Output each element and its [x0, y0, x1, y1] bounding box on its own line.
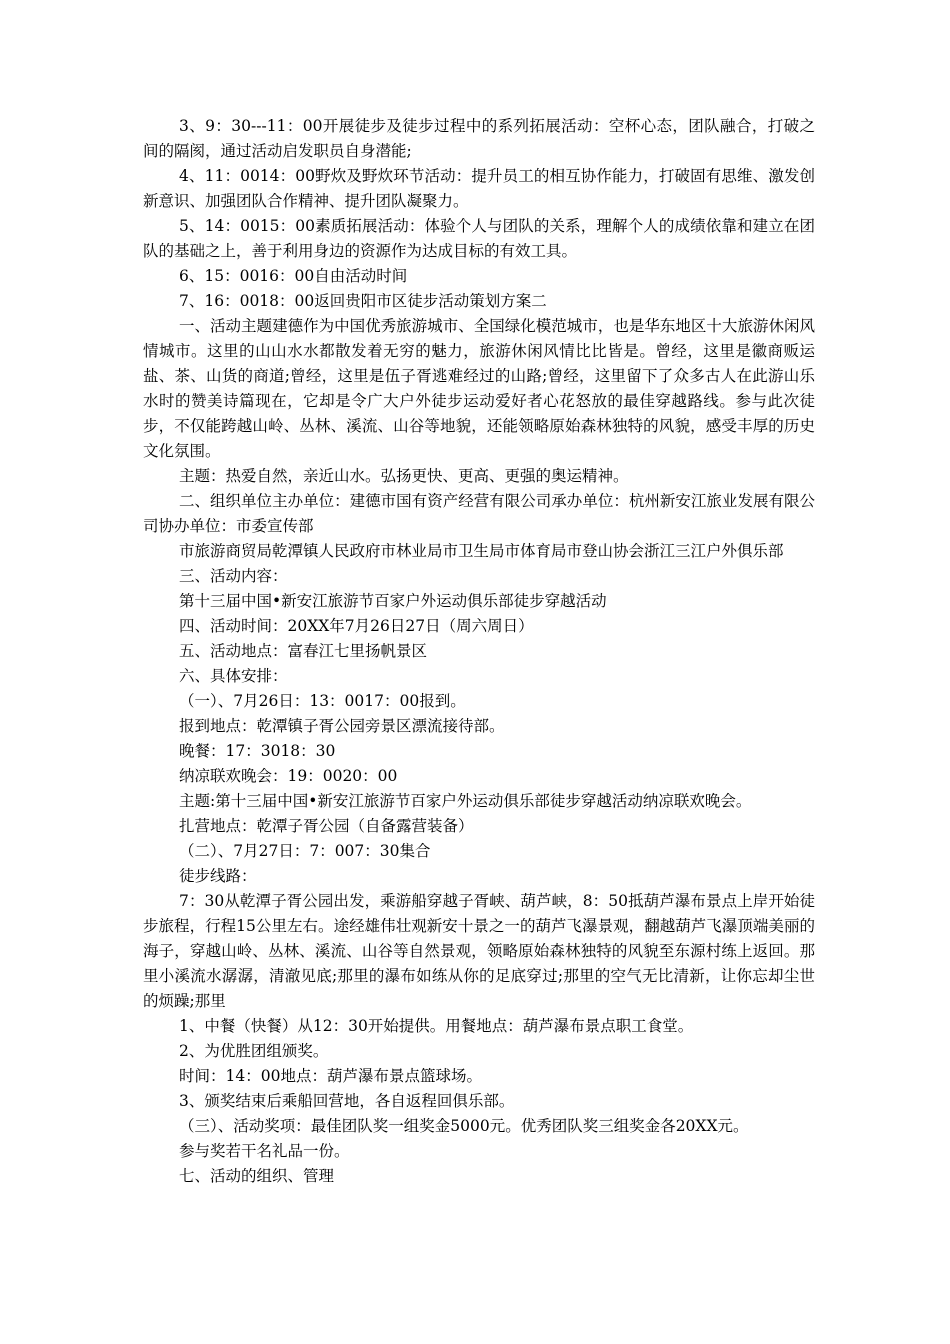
- paragraph: 晚餐：17：3018：30: [179, 742, 336, 760]
- paragraph: 一、活动主题建德作为中国优秀旅游城市、全国绿化模范城市，也是华东地区十大旅游休闲风情城市。这里的山山水水都散发着无穷的魅力，旅游休闲风情比比皆是。曾经，这里是徽商贩运盐、茶、山货的商道;曾经，这里是伍子胥逃难经过的山路;曾经，这里留下了众多古人在此游山乐水时的赞美诗篇现在，它却是令广大户外徒步运动爱好者心花怒放的最佳穿越路线。参与此次徒步，不仅能跨越山岭、丛林、溪流、山谷等地貌，还能领略原始森林独特的风貌，感受丰厚的历史文化氛围。: [143, 317, 815, 460]
- paragraph: 四、活动时间：20XX年7月26日27日（周六周日）: [179, 617, 534, 635]
- paragraph: 第十三届中国•新安江旅游节百家户外运动俱乐部徒步穿越活动: [179, 592, 607, 610]
- paragraph: 7：30从乾潭子胥公园出发，乘游船穿越子胥峡、葫芦峡，8：50抵葫芦瀑布景点上岸开始徒步旅程，行程15公里左右。途经雄伟壮观新安十景之一的葫芦飞瀑景观，翻越葫芦飞瀑顶端美丽的海子，穿越山岭、丛林、溪流、山谷等自然景观，领略原始森林独特的风貌至东源村练上返回。那里小溪流水潺潺，清澈见底;那里的瀑布如练从你的足底穿过;那里的空气无比清新，让你忘却尘世的烦躁;那里: [143, 892, 815, 1010]
- paragraph: 报到地点：乾潭镇子胥公园旁景区漂流接待部。: [179, 717, 505, 735]
- paragraph: 市旅游商贸局乾潭镇人民政府市林业局市卫生局市体育局市登山协会浙江三江户外俱乐部: [179, 542, 784, 560]
- paragraph: 三、活动内容：: [179, 567, 288, 585]
- paragraph: 七、活动的组织、管理: [179, 1167, 335, 1185]
- paragraph: 扎营地点：乾潭子胥公园（自备露营装备）: [179, 817, 474, 835]
- paragraph: 5、14：0015：00素质拓展活动：体验个人与团队的关系，理解个人的成绩依靠和建立在团队的基础之上，善于利用身边的资源作为达成目标的有效工具。: [143, 217, 815, 260]
- paragraph: （二）、7月27日：7：007：30集合: [179, 842, 431, 860]
- paragraph: 3、颁奖结束后乘船回营地，各自返程回俱乐部。: [179, 1092, 515, 1110]
- document-body: [143, 114, 815, 1189]
- paragraph: 2、为优胜团组颁奖。: [179, 1042, 329, 1060]
- paragraph: 徒步线路：: [179, 867, 257, 885]
- paragraph: 6、15：0016：00自由活动时间: [179, 267, 408, 285]
- paragraph: （三）、活动奖项：最佳团队奖一组奖金5000元。优秀团队奖三组奖金各20XX元。: [179, 1117, 749, 1135]
- paragraph: 时间：14：00地点：葫芦瀑布景点篮球场。: [179, 1067, 482, 1085]
- paragraph: 3、9：30---11：00开展徒步及徒步过程中的系列拓展活动：空杯心态，团队融合，打破之间的隔阂，通过活动启发职员自身潜能;: [143, 117, 815, 160]
- paragraph: 五、活动地点：富春江七里扬帆景区: [179, 642, 428, 660]
- paragraph: 7、16：0018：00返回贵阳市区徒步活动策划方案二: [179, 292, 547, 310]
- paragraph: （一）、7月26日：13：0017：00报到。: [179, 692, 466, 710]
- paragraph: 纳凉联欢晚会：19：0020：00: [179, 767, 398, 785]
- paragraph: 4、11：0014：00野炊及野炊环节活动：提升员工的相互协作能力，打破固有思维、激发创新意识、加强团队合作精神、提升团队凝聚力。: [143, 167, 815, 210]
- paragraph: 主题:第十三届中国•新安江旅游节百家户外运动俱乐部徒步穿越活动纳凉联欢晚会。: [179, 792, 752, 810]
- paragraph: 二、组织单位主办单位：建德市国有资产经营有限公司承办单位：杭州新安江旅业发展有限公司协办单位：市委宣传部: [143, 492, 815, 535]
- paragraph: 六、具体安排：: [179, 667, 288, 685]
- paragraph: 参与奖若干名礼品一份。: [179, 1142, 350, 1160]
- paragraph: 主题：热爱自然，亲近山水。弘扬更快、更高、更强的奥运精神。: [179, 467, 629, 485]
- paragraph: 1、中餐（快餐）从12：30开始提供。用餐地点：葫芦瀑布景点职工食堂。: [179, 1017, 694, 1035]
